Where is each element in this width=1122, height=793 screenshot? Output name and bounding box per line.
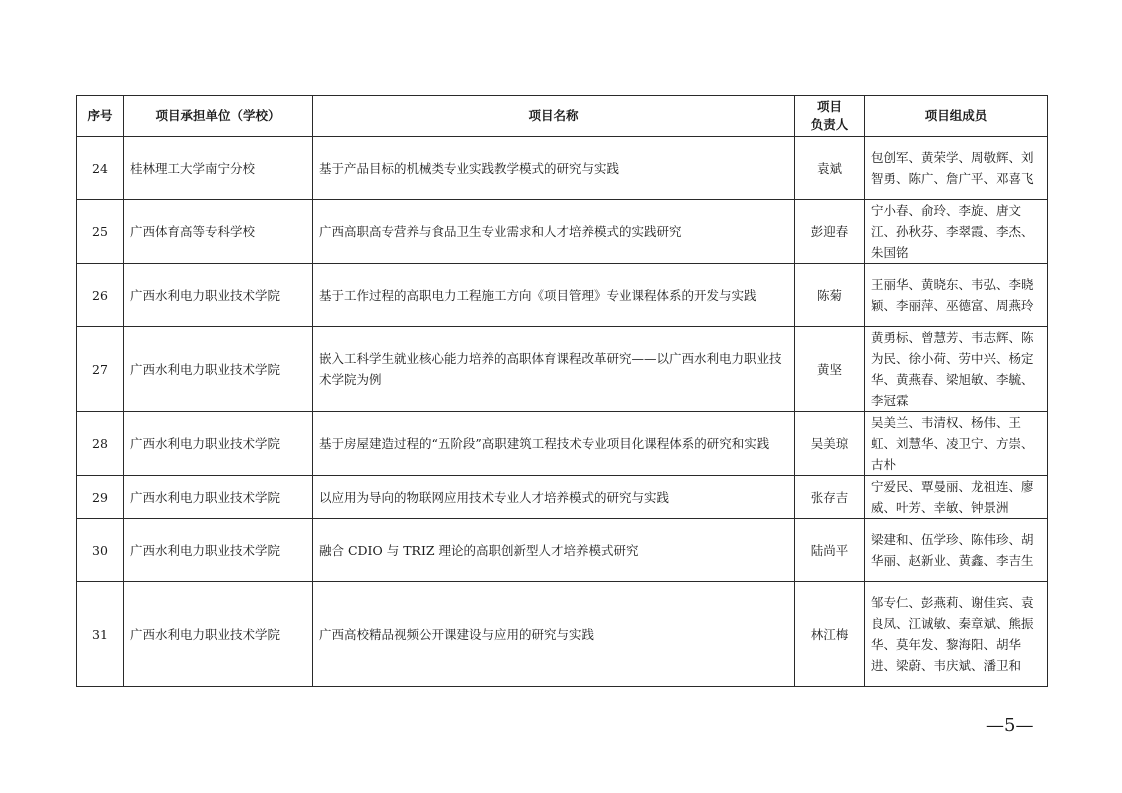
page-number: —5—: [986, 715, 1034, 736]
table-row: [77, 200, 1048, 264]
cell-name: 融合 CDIO 与 TRIZ 理论的高职创新型人才培养模式研究: [313, 519, 795, 582]
table-row: [77, 264, 1048, 327]
cell-seq: 27: [77, 327, 124, 412]
cell-lead: 陈菊: [795, 264, 865, 327]
cell-seq: 24: [77, 137, 124, 200]
cell-lead: 袁斌: [795, 137, 865, 200]
table-row: [77, 412, 1048, 476]
cell-unit: 广西水利电力职业技术学院: [124, 412, 313, 476]
cell-seq: 31: [77, 582, 124, 687]
cell-members: 吴美兰、韦清权、杨伟、王虹、刘慧华、凌卫宁、方崇、古朴: [865, 412, 1048, 476]
cell-lead: 彭迎春: [795, 200, 865, 264]
cell-unit: 广西水利电力职业技术学院: [124, 327, 313, 412]
cell-lead: 张存吉: [795, 476, 865, 519]
cell-seq: 28: [77, 412, 124, 476]
cell-members: 黄勇标、曾慧芳、韦志辉、陈为民、徐小荷、劳中兴、杨定华、黄燕春、梁旭敏、李毓、李冠霖: [865, 327, 1048, 412]
cell-unit: 广西水利电力职业技术学院: [124, 519, 313, 582]
cell-unit: 广西水利电力职业技术学院: [124, 264, 313, 327]
cell-lead: 林江梅: [795, 582, 865, 687]
table-row: [77, 327, 1048, 412]
header-seq: 序号: [77, 96, 124, 137]
cell-name: 基于产品目标的机械类专业实践教学模式的研究与实践: [313, 137, 795, 200]
cell-seq: 25: [77, 200, 124, 264]
cell-name: 基于工作过程的高职电力工程施工方向《项目管理》专业课程体系的开发与实践: [313, 264, 795, 327]
cell-unit: 广西水利电力职业技术学院: [124, 476, 313, 519]
cell-seq: 29: [77, 476, 124, 519]
cell-name: 以应用为导向的物联网应用技术专业人才培养模式的研究与实践: [313, 476, 795, 519]
table-row: [77, 582, 1048, 687]
header-name: 项目名称: [313, 96, 795, 137]
cell-members: 邹专仁、彭燕莉、谢佳宾、袁良凤、江诚敏、秦章斌、熊振华、莫年发、黎海阳、胡华进、梁蔚、韦庆斌、潘卫和: [865, 582, 1048, 687]
cell-name: 广西高职高专营养与食品卫生专业需求和人才培养模式的实践研究: [313, 200, 795, 264]
cell-members: 宁小春、俞玲、李旋、唐文江、孙秋芬、李翠霞、李杰、朱国铭: [865, 200, 1048, 264]
cell-lead: 陆尚平: [795, 519, 865, 582]
header-members: 项目组成员: [865, 96, 1048, 137]
cell-seq: 26: [77, 264, 124, 327]
cell-seq: 30: [77, 519, 124, 582]
cell-members: 王丽华、黄晓东、韦弘、李晓颖、李丽萍、巫德富、周燕玲: [865, 264, 1048, 327]
cell-name: 嵌入工科学生就业核心能力培养的高职体育课程改革研究——以广西水利电力职业技术学院为例: [313, 327, 795, 412]
cell-unit: 桂林理工大学南宁分校: [124, 137, 313, 200]
cell-lead: 吴美琼: [795, 412, 865, 476]
cell-unit: 广西水利电力职业技术学院: [124, 582, 313, 687]
cell-name: 基于房屋建造过程的“五阶段”高职建筑工程技术专业项目化课程体系的研究和实践: [313, 412, 795, 476]
table-header-row: [77, 96, 1048, 137]
project-table: [76, 95, 1048, 687]
table-row: [77, 476, 1048, 519]
table-row: [77, 137, 1048, 200]
cell-members: 包创军、黄荣学、周敬辉、刘智勇、陈广、詹广平、邓喜飞: [865, 137, 1048, 200]
header-lead-line2: 负责人: [810, 117, 849, 132]
cell-lead: 黄坚: [795, 327, 865, 412]
cell-members: 梁建和、伍学珍、陈伟珍、胡华丽、赵新业、黄鑫、李吉生: [865, 519, 1048, 582]
cell-unit: 广西体育高等专科学校: [124, 200, 313, 264]
header-lead: [795, 96, 865, 137]
header-unit: 项目承担单位（学校）: [124, 96, 313, 137]
cell-name: 广西高校精品视频公开课建设与应用的研究与实践: [313, 582, 795, 687]
header-lead-line1: 项目: [816, 99, 842, 114]
cell-members: 宁爱民、覃曼丽、龙祖连、廖威、叶芳、幸敏、钟景洲: [865, 476, 1048, 519]
table-row: [77, 519, 1048, 582]
